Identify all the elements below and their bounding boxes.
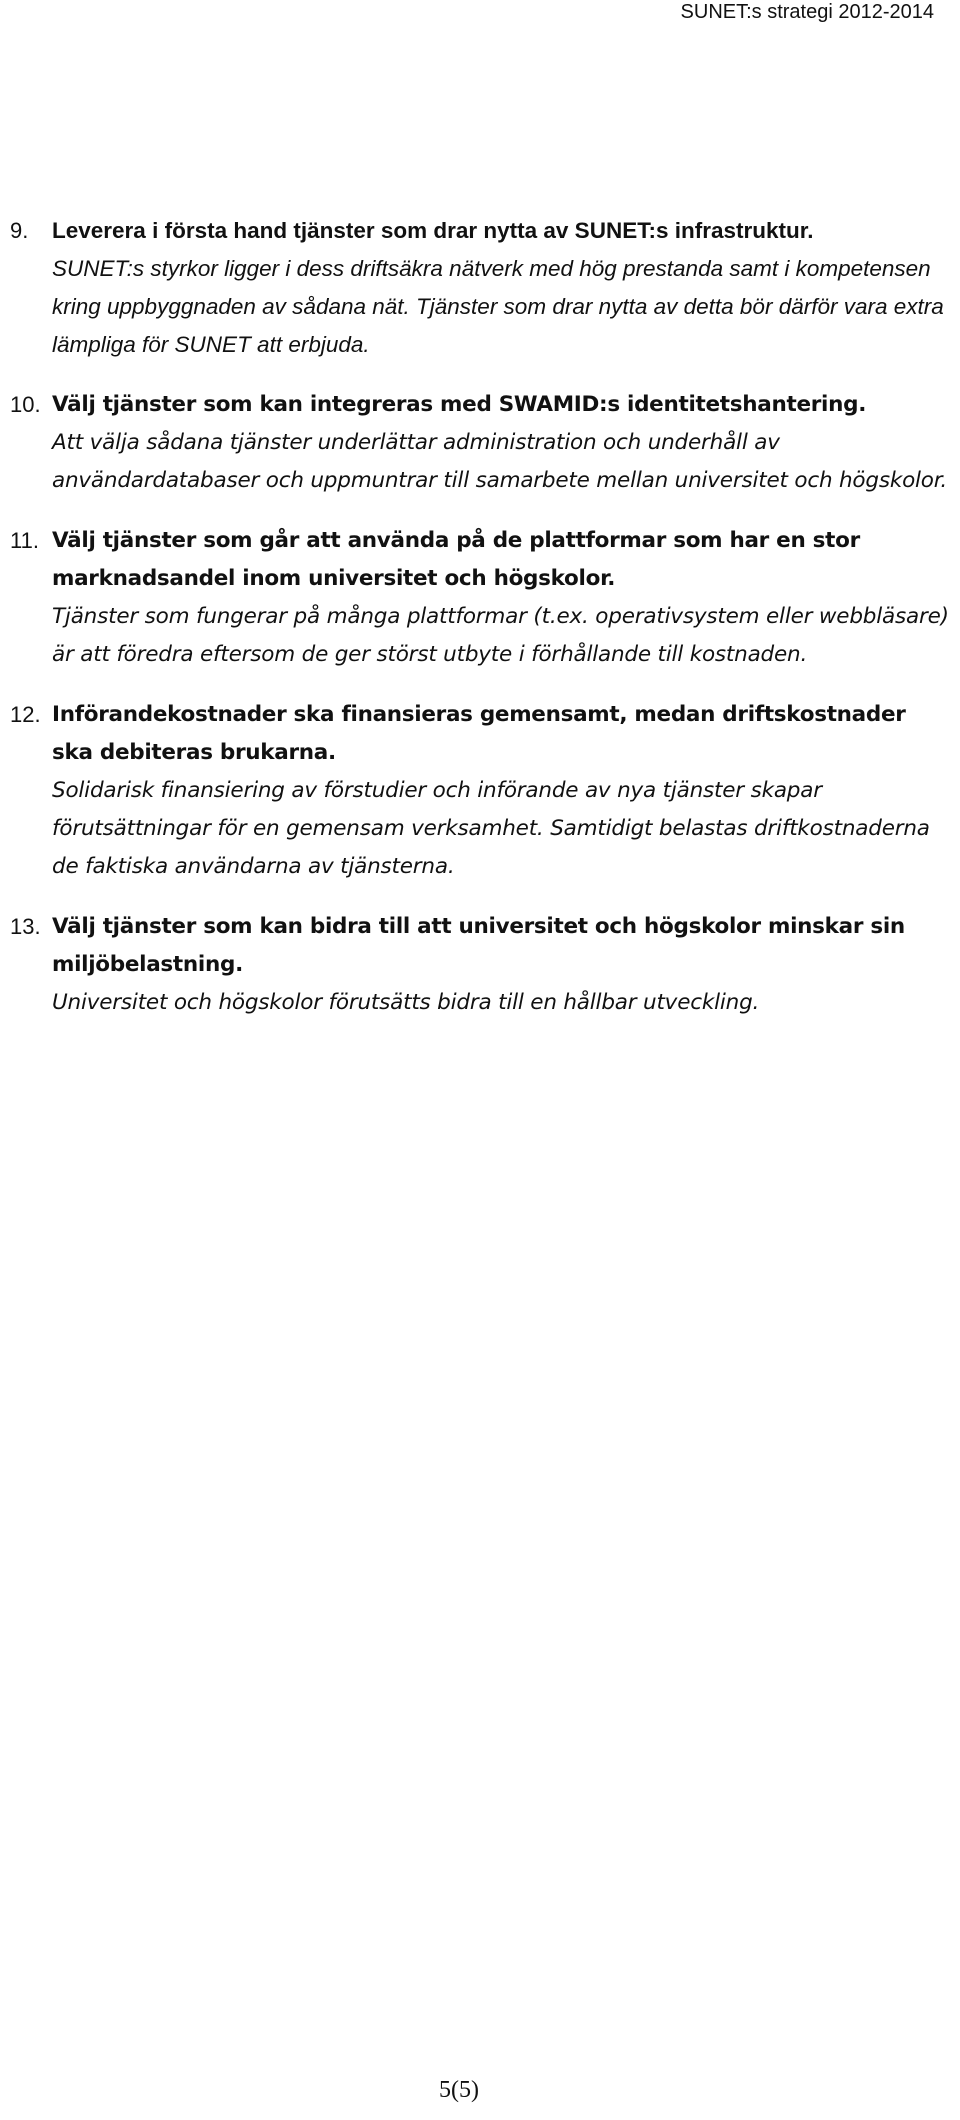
- item-number: 13.: [10, 914, 41, 939]
- list-item-9: [10, 212, 950, 364]
- item-number: 10.: [10, 392, 41, 417]
- page-number: 5(5): [439, 2077, 479, 2103]
- item-heading: Leverera i första hand tjänster som drar nytta av SUNET:s infrastruktur.: [52, 218, 814, 243]
- item-body: [52, 522, 950, 674]
- item-number: 12.: [10, 702, 41, 727]
- item-text: Att välja sådana tjänster underlättar administration och underhåll av användardatabaser och uppmuntrar till samarbete mellan universitet och högskolor.: [52, 430, 948, 493]
- item-text: Universitet och högskolor förutsätts bidra till en hållbar utveckling.: [52, 990, 760, 1015]
- item-body: [52, 696, 950, 886]
- item-body: [52, 212, 950, 364]
- list-item-10: [10, 386, 950, 500]
- list-item-12: [10, 696, 950, 886]
- item-heading: Välj tjänster som går att använda på de plattformar som har en stor marknadsandel inom universitet och högskolor.: [52, 528, 860, 591]
- item-heading: Välj tjänster som kan integreras med SWAMID:s identitetshantering.: [52, 392, 867, 417]
- item-text: SUNET:s styrkor ligger i dess driftsäkra nätverk med hög prestanda samt i kompetensen kring uppbyggnaden av sådana nät. Tjänster som drar nytta av detta bör därför vara extra lämpliga för SUNET att erbjuda.: [52, 256, 944, 357]
- item-text: Tjänster som fungerar på många plattformar (t.ex. operativsystem eller webbläsare) är att föredra eftersom de ger störst utbyte i förhållande till kostnaden.: [52, 604, 949, 667]
- document-body: [10, 212, 950, 1044]
- item-number: 11.: [10, 528, 39, 553]
- list-item-11: [10, 522, 950, 674]
- item-heading: Införandekostnader ska finansieras gemensamt, medan driftskostnader ska debiteras brukarna.: [52, 702, 906, 765]
- page-header: SUNET:s strategi 2012-2014: [680, 1, 934, 23]
- item-number: 9.: [10, 218, 29, 243]
- list-item-13: [10, 908, 950, 1022]
- item-text: Solidarisk finansiering av förstudier och införande av nya tjänster skapar förutsättningar för en gemensam verksamhet. Samtidigt belastas driftkostnaderna de faktiska användarna av tjänsterna.: [52, 778, 930, 879]
- item-body: [52, 908, 950, 1022]
- item-heading: Välj tjänster som kan bidra till att universitet och högskolor minskar sin miljöbelastning.: [52, 914, 905, 977]
- item-body: [52, 386, 950, 500]
